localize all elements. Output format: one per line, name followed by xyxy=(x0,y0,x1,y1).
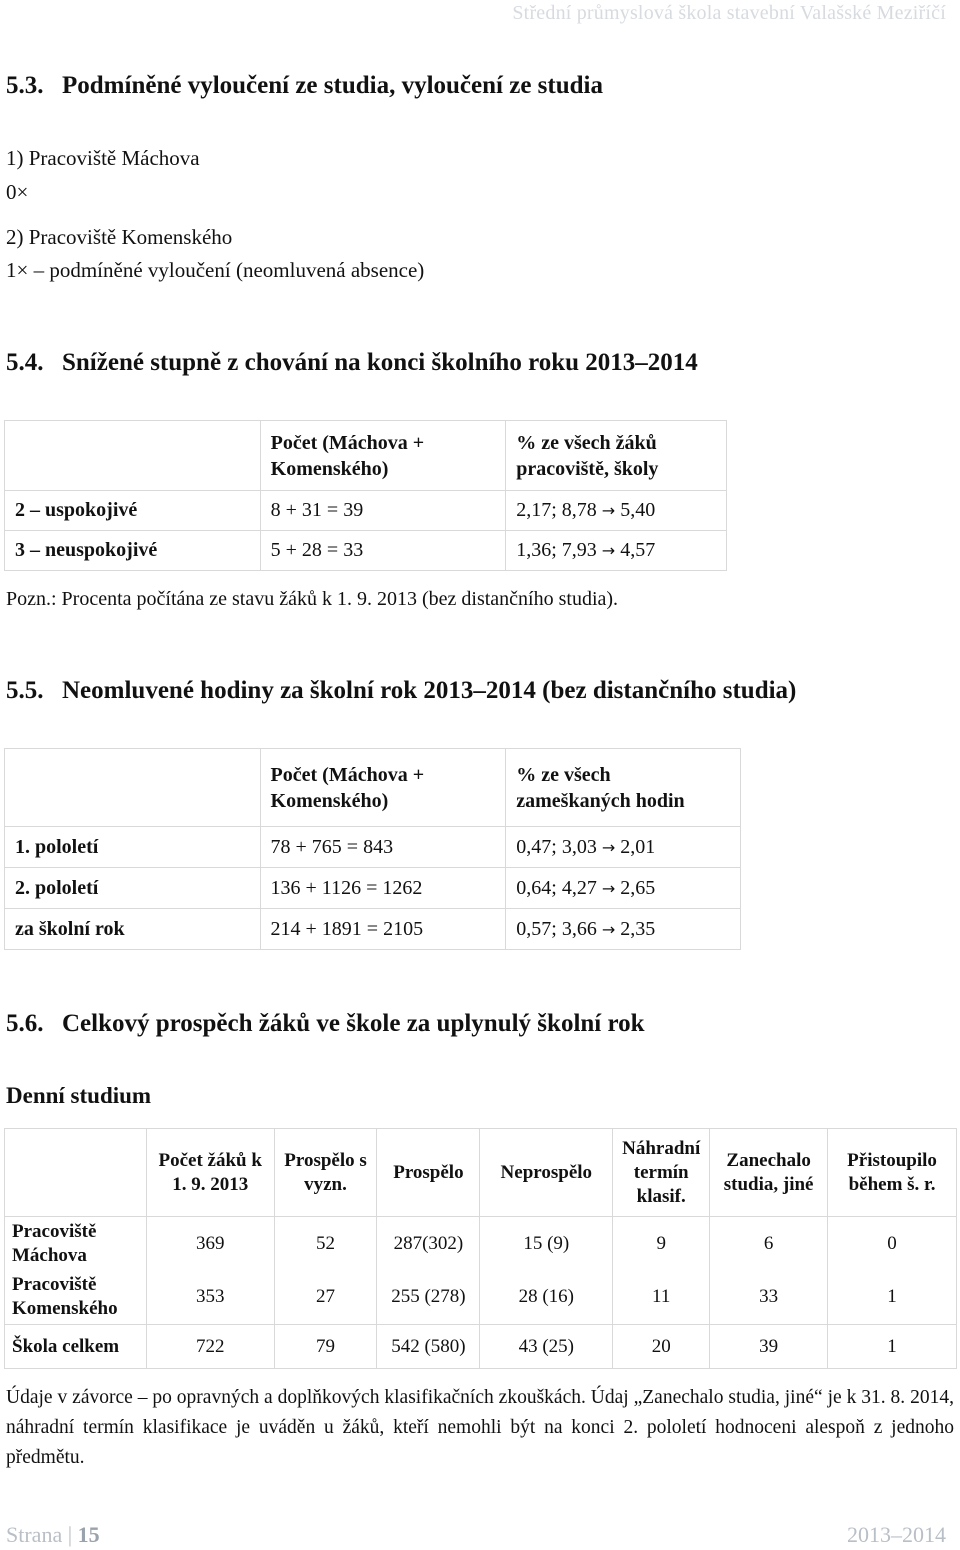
arrow-icon: → xyxy=(601,837,616,857)
header-cell-percent: % ze všech žáků pracoviště, školy xyxy=(506,421,727,491)
row-label: 3 – neuspokojivé xyxy=(5,531,261,571)
header-cell-joined: Přistoupilo během š. r. xyxy=(828,1129,957,1217)
table-row xyxy=(5,1271,957,1325)
row-count: 78 + 765 = 843 xyxy=(260,827,506,868)
section-5-6-heading xyxy=(6,1010,645,1038)
unexcused-hours-table xyxy=(4,748,741,950)
row-label: 1. pololetí xyxy=(5,827,261,868)
header-cell-count: Počet (Máchova + Komenského) xyxy=(260,749,506,827)
row-value: 287(302) xyxy=(377,1217,480,1271)
percent-values: 0,57; 3,66 xyxy=(516,917,597,940)
row-value: 0 xyxy=(828,1217,957,1271)
day-study-subheading: Denní studium xyxy=(6,1083,152,1108)
row-percent xyxy=(506,491,727,531)
row-count: 136 + 1126 = 1262 xyxy=(260,868,506,909)
table-row xyxy=(5,909,741,950)
page-number: 15 xyxy=(77,1522,100,1547)
header-cell-count: Počet žáků k 1. 9. 2013 xyxy=(146,1129,274,1217)
table-row xyxy=(5,1217,957,1271)
table-row xyxy=(5,868,741,909)
page-footer-left xyxy=(6,1522,100,1548)
s53-line-3: 2) Pracoviště Komenského xyxy=(6,225,233,249)
page-label: Strana xyxy=(6,1522,63,1547)
row-value: 43 (25) xyxy=(480,1325,613,1369)
row-value: 39 xyxy=(710,1325,828,1369)
row-value: 722 xyxy=(146,1325,274,1369)
s56-note: Údaje v závorce – po opravných a doplňkových klasifikačních zkouškách. Údaj „Zanechalo studia, jiné“ je k 31. 8. 2014, náhradní termín klasifikace je uváděn u žáků, kteří nemohli být na konci 2. pololetí hodnoceni alespoň z jednoho předmětu. xyxy=(6,1387,954,1468)
table-header-row xyxy=(5,749,741,827)
row-value: 542 (580) xyxy=(377,1325,480,1369)
percent-total: 2,65 xyxy=(620,876,656,899)
row-value: 1 xyxy=(828,1271,957,1325)
overall-results-table xyxy=(4,1128,957,1369)
school-name-header: Střední průmyslová škola stavební Valašské Meziříčí xyxy=(512,2,946,24)
note-label: Pozn. xyxy=(6,588,51,610)
section-title: Celkový prospěch žáků ve škole za uplynulý školní rok xyxy=(62,1010,645,1037)
row-percent xyxy=(506,827,741,868)
percent-total: 2,01 xyxy=(620,835,656,858)
row-value: 9 xyxy=(613,1217,710,1271)
percent-total: 2,35 xyxy=(620,917,656,940)
row-value: 1 xyxy=(828,1325,957,1369)
row-value: 28 (16) xyxy=(480,1271,613,1325)
s54-note xyxy=(6,588,618,611)
section-title: Snížené stupně z chování na konci školního roku 2013–2014 xyxy=(62,349,698,376)
s53-line-2: 0× xyxy=(6,180,29,204)
section-5-5-heading xyxy=(6,677,796,705)
page-footer-year: 2013–2014 xyxy=(847,1522,946,1547)
row-value: 52 xyxy=(274,1217,377,1271)
percent-values: 0,47; 3,03 xyxy=(516,835,597,858)
row-label: Pracoviště Komenského xyxy=(5,1271,147,1325)
section-5-4-heading xyxy=(6,349,698,377)
row-value: 33 xyxy=(710,1271,828,1325)
row-percent xyxy=(506,531,727,571)
row-value: 255 (278) xyxy=(377,1271,480,1325)
table-header-row xyxy=(5,1129,957,1217)
arrow-icon: → xyxy=(601,878,616,898)
table-row xyxy=(5,827,741,868)
header-cell-passed-distinction: Prospělo s vyzn. xyxy=(274,1129,377,1217)
section-number: 5.3. xyxy=(6,72,44,99)
row-value: 353 xyxy=(146,1271,274,1325)
header-cell-left-study: Zanechalo studia, jiné xyxy=(710,1129,828,1217)
row-count: 214 + 1891 = 2105 xyxy=(260,909,506,950)
row-value: 11 xyxy=(613,1271,710,1325)
row-label: za školní rok xyxy=(5,909,261,950)
table-row xyxy=(5,531,727,571)
header-cell-empty xyxy=(5,1129,147,1217)
row-percent xyxy=(506,868,741,909)
s53-line-1: 1) Pracoviště Máchova xyxy=(6,146,200,170)
section-title: Neomluvené hodiny za školní rok 2013–2014 (bez distančního studia) xyxy=(62,677,797,704)
section-5-3-heading xyxy=(6,72,603,100)
row-label: Pracoviště Máchova xyxy=(5,1217,147,1271)
row-value: 20 xyxy=(613,1325,710,1369)
row-label: Škola celkem xyxy=(5,1325,147,1369)
note-text: : Procenta počítána ze stavu žáků k 1. 9. 2013 (bez distančního studia). xyxy=(51,588,619,610)
row-value: 79 xyxy=(274,1325,377,1369)
arrow-icon: → xyxy=(601,501,616,520)
section-number: 5.4. xyxy=(6,349,44,376)
table-header-row xyxy=(5,421,727,491)
arrow-icon: → xyxy=(601,541,616,560)
row-value: 27 xyxy=(274,1271,377,1325)
row-percent xyxy=(506,909,741,950)
row-value: 369 xyxy=(146,1217,274,1271)
table-row xyxy=(5,491,727,531)
footer-separator: | xyxy=(67,1522,73,1547)
section-number: 5.6. xyxy=(6,1010,44,1037)
s53-line-4: 1× – podmíněné vyloučení (neomluvená absence) xyxy=(6,258,425,282)
row-count: 8 + 31 = 39 xyxy=(260,491,506,531)
percent-values: 2,17; 8,78 xyxy=(516,499,597,521)
header-cell-passed: Prospělo xyxy=(377,1129,480,1217)
header-cell-count: Počet (Máchova + Komenského) xyxy=(260,421,506,491)
percent-total: 4,57 xyxy=(620,539,656,561)
row-value: 6 xyxy=(710,1217,828,1271)
conduct-grades-table xyxy=(4,420,727,571)
section-title: Podmíněné vyloučení ze studia, vyloučení ze studia xyxy=(62,72,603,99)
row-value: 15 (9) xyxy=(480,1217,613,1271)
row-label: 2. pololetí xyxy=(5,868,261,909)
row-count: 5 + 28 = 33 xyxy=(260,531,506,571)
percent-values: 1,36; 7,93 xyxy=(516,539,597,561)
table-row xyxy=(5,1325,957,1369)
row-label: 2 – uspokojivé xyxy=(5,491,261,531)
header-cell-substitute-term: Náhradní termín klasif. xyxy=(613,1129,710,1217)
arrow-icon: → xyxy=(601,919,616,939)
section-number: 5.5. xyxy=(6,677,44,704)
header-cell-empty xyxy=(5,749,261,827)
percent-total: 5,40 xyxy=(620,499,656,521)
header-cell-empty xyxy=(5,421,261,491)
percent-values: 0,64; 4,27 xyxy=(516,876,597,899)
header-cell-failed: Neprospělo xyxy=(480,1129,613,1217)
header-cell-percent: % ze všech zameškaných hodin xyxy=(506,749,741,827)
